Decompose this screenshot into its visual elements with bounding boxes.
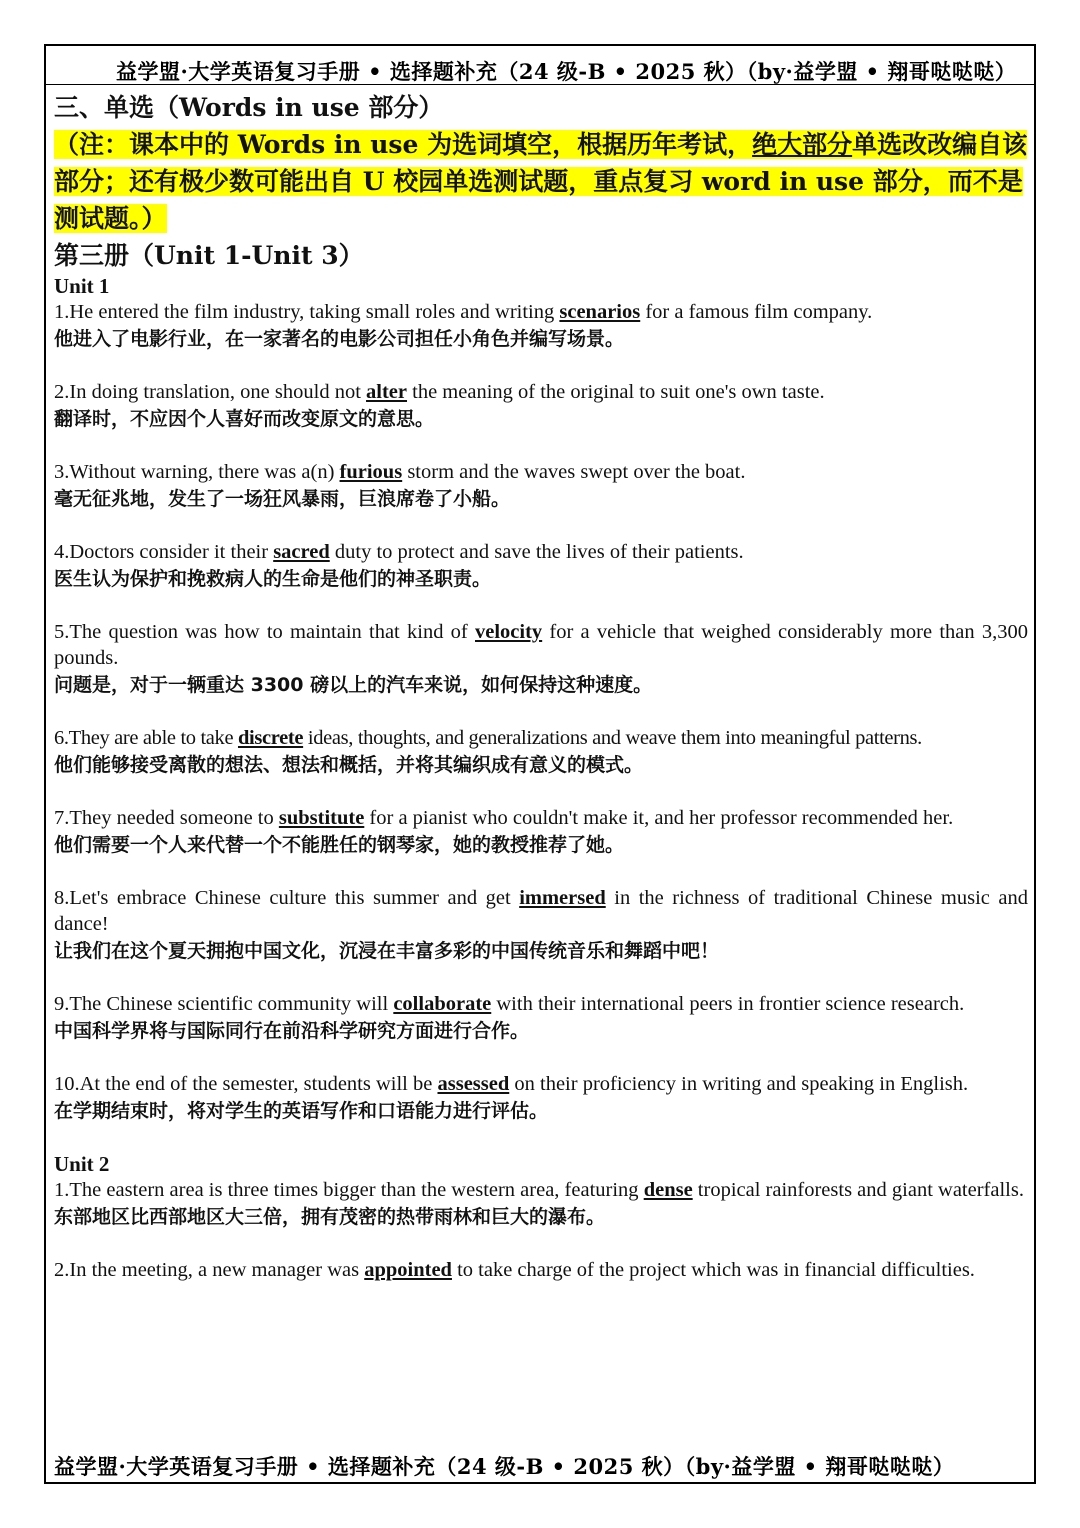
list-item [54, 805, 1028, 859]
english-sentence: 1.He entered the film industry, taking small roles and writing scenarios for a famous film company. [54, 301, 873, 323]
english-sentence: 7.They needed someone to substitute for a pianist who couldn't make it, and her professor recommended her. [54, 807, 954, 829]
note-underlined: 绝大部分 [752, 130, 853, 159]
list-item [54, 991, 1028, 1045]
page-footer: 益学盟·大学英语复习手册 • 选择题补充（24 级-B • 2025 秋）（by·益学盟 • 翔哥哒哒哒） [54, 1454, 955, 1479]
list-item [54, 539, 1028, 593]
chinese-translation: 他们能够接受离散的想法、想法和概括，并将其编织成有意义的模式。 [54, 754, 644, 776]
unit-title: Unit 2 [54, 1152, 110, 1176]
target-word: substitute [278, 807, 365, 829]
english-sentence: 10.At the end of the semester, students will be assessed on their proficiency in writing and speaking in English. [54, 1073, 969, 1095]
target-word: collaborate [393, 993, 492, 1015]
english-sentence: 9.The Chinese scientific community will collaborate with their international peers in frontier science research. [54, 993, 965, 1015]
list-item [54, 885, 1028, 965]
chinese-translation: 他们需要一个人来代替一个不能胜任的钢琴家，她的教授推荐了她。 [54, 834, 625, 856]
english-sentence: 3.Without warning, there was a(n) furious storm and the waves swept over the boat. [54, 461, 746, 483]
list-item [54, 1257, 1028, 1283]
page-frame [44, 44, 1036, 1484]
note-part1: （注：课本中的 Words in use 为选词填空，根据历年考试， [54, 130, 753, 159]
chinese-translation: 中国科学界将与国际同行在前沿科学研究方面进行合作。 [54, 1020, 530, 1042]
note-part2: 单选改改编自该部分；还有极少数可能出自 U 校园单选测试题，重点复习 word in use 部分，而不是测试题。） [54, 130, 1028, 233]
chinese-translation: 问题是，对于一辆重达 3300 磅以上的汽车来说，如何保持这种速度。 [54, 674, 653, 696]
english-sentence: 1.The eastern area is three times bigger than the western area, featuring dense tropical rainforests and giant waterfalls. [54, 1179, 1024, 1201]
target-word: sacred [273, 541, 330, 563]
volume-title: 第三册（Unit 1-Unit 3） [54, 241, 364, 270]
chinese-translation: 让我们在这个夏天拥抱中国文化，沉浸在丰富多彩的中国传统音乐和舞蹈中吧！ [54, 940, 720, 962]
list-item [54, 299, 1028, 353]
english-sentence: 5.The question was how to maintain that kind of velocity for a vehicle that weighed considerably more than 3,300 pounds. [54, 621, 1028, 669]
unit-title: Unit 1 [54, 274, 110, 298]
target-word: furious [339, 461, 403, 483]
target-word: scenarios [559, 301, 641, 323]
english-sentence: 2.In doing translation, one should not alter the meaning of the original to suit one's own taste. [54, 381, 825, 403]
section-title: 三、单选（Words in use 部分） [54, 93, 444, 122]
target-word: alter [366, 381, 408, 403]
english-sentence: 6.They are able to take discrete ideas, thoughts, and generalizations and weave them into meaningful patterns. [54, 727, 922, 749]
page-content [54, 90, 1028, 1309]
chinese-translation: 翻译时，不应因个人喜好而改变原文的意思。 [54, 408, 435, 430]
chinese-translation: 医生认为保护和挽救病人的生命是他们的神圣职责。 [54, 568, 492, 590]
target-word: velocity [475, 621, 543, 643]
target-word: discrete [237, 727, 304, 749]
unit2-items [54, 1177, 1028, 1283]
list-item [54, 619, 1028, 699]
target-word: dense [643, 1179, 693, 1201]
chinese-translation: 在学期结束时，将对学生的英语写作和口语能力进行评估。 [54, 1100, 549, 1122]
list-item [54, 1071, 1028, 1125]
english-sentence: 2.In the meeting, a new manager was appointed to take charge of the project which was in financial difficulties. [54, 1259, 975, 1281]
list-item [54, 725, 1028, 779]
page-header: 益学盟·大学英语复习手册 • 选择题补充（24 级-B • 2025 秋）（by·益学盟 • 翔哥哒哒哒） [116, 59, 1017, 84]
list-item [54, 459, 1028, 513]
chinese-translation: 毫无征兆地，发生了一场狂风暴雨，巨浪席卷了小船。 [54, 488, 511, 510]
target-word: appointed [364, 1259, 452, 1281]
list-item [54, 379, 1028, 433]
chinese-translation: 他进入了电影行业，在一家著名的电影公司担任小角色并编写场景。 [54, 328, 625, 350]
list-item [54, 1177, 1028, 1231]
english-sentence: 4.Doctors consider it their sacred duty to protect and save the lives of their patients. [54, 541, 744, 563]
header-divider [46, 84, 1034, 85]
chinese-translation: 东部地区比西部地区大三倍，拥有茂密的热带雨林和巨大的瀑布。 [54, 1206, 606, 1228]
target-word: assessed [437, 1073, 510, 1095]
unit1-items [54, 299, 1028, 1125]
english-sentence: 8.Let's embrace Chinese culture this summer and get immersed in the richness of traditional Chinese music and dance! [54, 887, 1028, 935]
target-word: immersed [519, 887, 606, 909]
highlighted-note [54, 126, 1028, 237]
